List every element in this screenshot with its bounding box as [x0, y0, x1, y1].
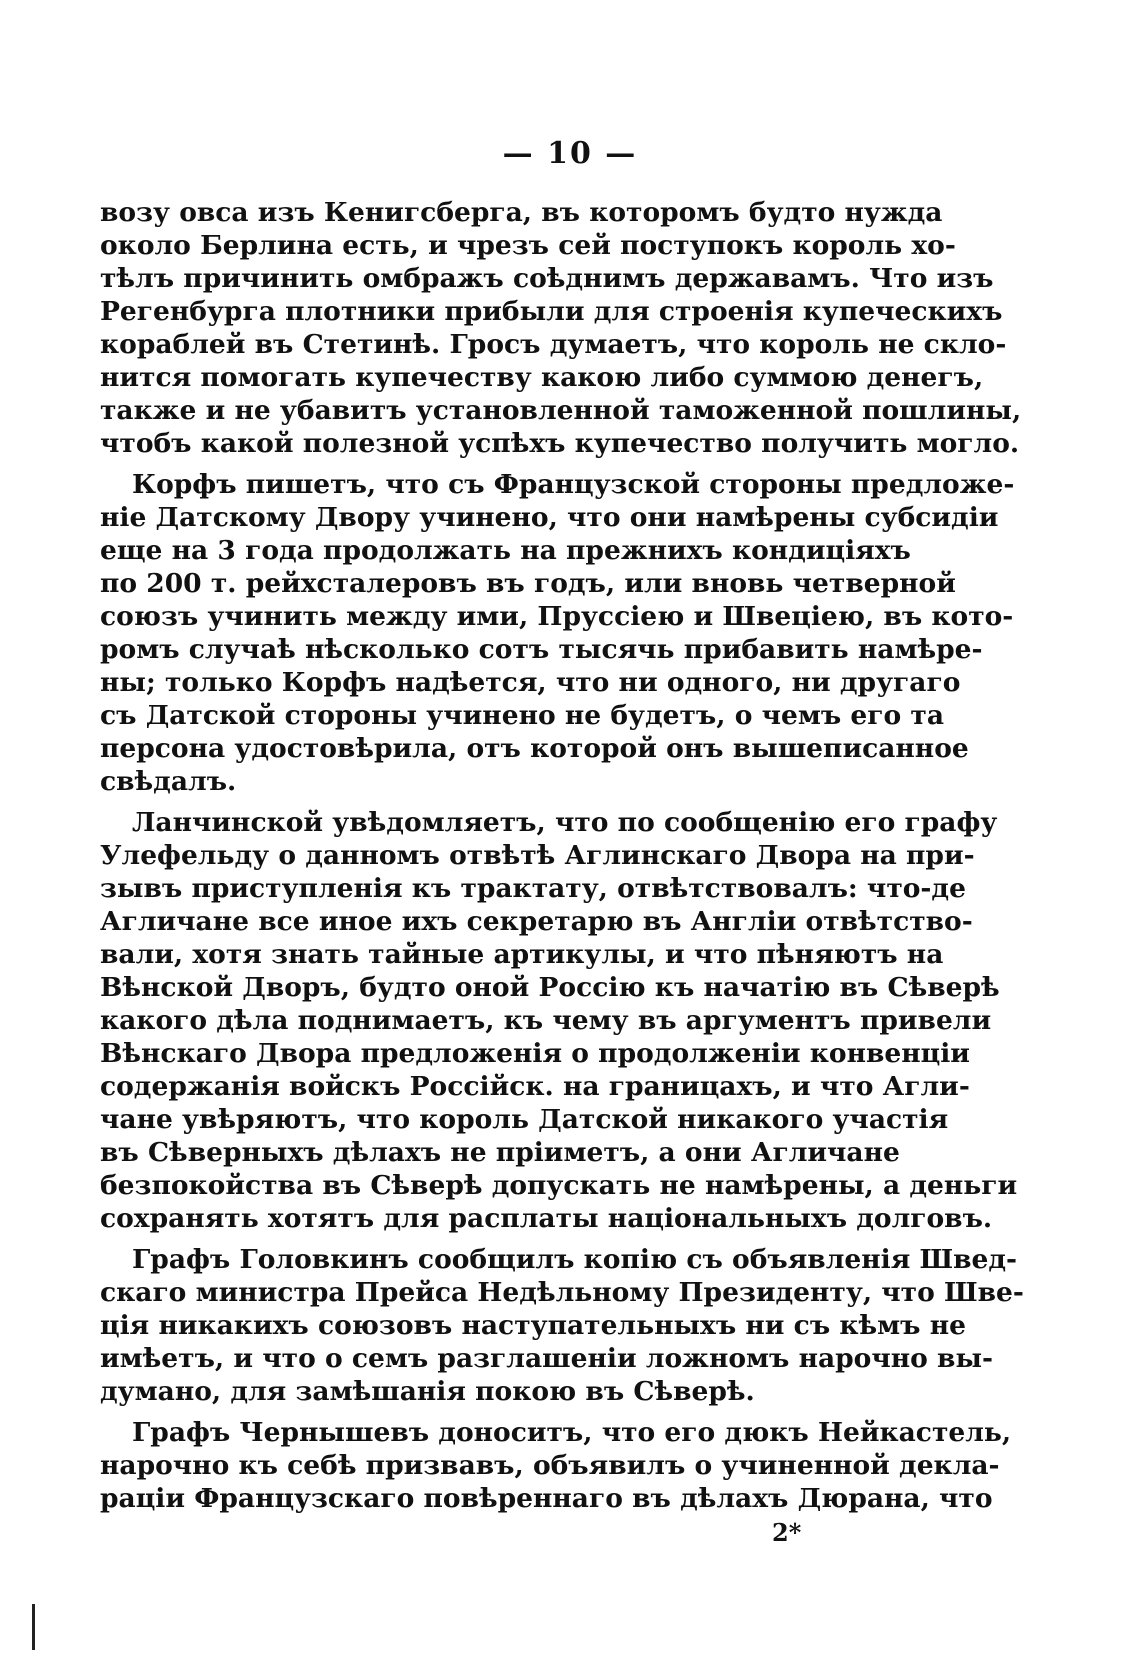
text-line: свѣдалъ.: [100, 766, 237, 797]
document-body: [100, 196, 1024, 1523]
text-line: въ Сѣверныхъ дѣлахъ не пріиметъ, а они Агличане: [100, 1137, 900, 1168]
text-line: Улефельду о данномъ отвѣтѣ Аглинскаго Двора на при-: [100, 840, 975, 871]
text-line: возу овса изъ Кенигсберга, въ которомъ будто нужда: [100, 197, 943, 228]
text-line: Вѣнскаго Двора предложенія о продолженіи конвенціи: [100, 1038, 970, 1069]
text-line: Корфъ пишетъ, что съ Французской стороны предложе-: [132, 469, 1015, 500]
paragraph: [100, 196, 1022, 460]
text-line: сохранять хотятъ для расплаты національныхъ долговъ.: [100, 1203, 993, 1234]
text-line: союзъ учинить между ими, Пруссіею и Швеціею, въ кото-: [100, 601, 1014, 632]
paragraph: [100, 468, 1015, 798]
text-line: имѣетъ, и что о семъ разглашеніи ложномъ нарочно вы-: [100, 1343, 994, 1374]
text-line: ны; только Корфъ надѣется, что ни одного, ни другаго: [100, 667, 961, 698]
text-line: ніе Датскому Двору учинено, что они намѣрены субсидіи: [100, 502, 999, 533]
text-line: скаго министра Прейса Недѣльному Президенту, что Шве-: [100, 1277, 1024, 1308]
text-line: чане увѣряютъ, что король Датской никакого участія: [100, 1104, 949, 1135]
text-line: Регенбурга плотники прибыли для строенія купеческихъ: [100, 296, 1003, 327]
text-line: Агличане все иное ихъ секретарю въ Англіи отвѣтство-: [100, 906, 973, 937]
paragraph: [100, 1416, 1012, 1515]
text-line: также и не убавитъ установленной таможенной пошлины,: [100, 395, 1022, 426]
text-line: персона удостовѣрила, отъ которой онъ вышеписанное: [100, 733, 969, 764]
text-line: какого дѣла поднимаетъ, къ чему въ аргументъ привели: [100, 1005, 992, 1036]
page-number: — 10 —: [502, 136, 638, 171]
text-line: раціи Французскаго повѣреннаго въ дѣлахъ Дюрана, что: [100, 1483, 993, 1514]
text-line: Графъ Головкинъ сообщилъ копію съ объявленія Швед-: [132, 1244, 1018, 1275]
paragraph: [100, 1243, 1024, 1408]
paragraph: [100, 806, 1018, 1235]
text-line: Графъ Чернышевъ доноситъ, что его дюкъ Нейкастель,: [132, 1417, 1012, 1448]
text-line: вали, хотя знать тайные артикулы, и что пѣняютъ на: [100, 939, 944, 970]
text-line: еще на 3 года продолжать на прежнихъ кондиціяхъ: [100, 535, 911, 566]
text-line: безпокойства въ Сѣверѣ допускать не намѣрены, а деньги: [100, 1170, 1018, 1201]
text-line: около Берлина есть, и чрезъ сей поступокъ король хо-: [100, 230, 956, 261]
text-line: Вѣнской Дворъ, будто оной Россію къ начатію въ Сѣверѣ: [100, 972, 1000, 1003]
text-line: Ланчинской увѣдомляетъ, что по сообщенію его графу: [132, 807, 998, 838]
text-line: ція никакихъ союзовъ наступательныхъ ни съ кѣмъ не: [100, 1310, 966, 1341]
text-line: кораблей въ Стетинѣ. Гросъ думаетъ, что король не скло-: [100, 329, 1007, 360]
text-line: по 200 т. рейхсталеровъ въ годъ, или вновь четверной: [100, 568, 956, 599]
text-line: тѣлъ причинить омбражъ соѣднимъ державамъ. Что изъ: [100, 263, 994, 294]
text-line: чтобъ какой полезной успѣхъ купечество получить могло.: [100, 428, 1020, 459]
text-line: съ Датской стороны учинено не будетъ, о чемъ его та: [100, 700, 945, 731]
signature-mark: 2*: [772, 1518, 802, 1547]
text-line: нится помогать купечеству какою либо суммою денегъ,: [100, 362, 984, 393]
scan-edge-mark: [32, 1604, 35, 1650]
text-line: ромъ случаѣ нѣсколько сотъ тысячь прибавить намѣре-: [100, 634, 983, 665]
text-line: содержанія войскъ Россійск. на границахъ, и что Агли-: [100, 1071, 970, 1102]
text-line: думано, для замѣшанія покою въ Сѣверѣ.: [100, 1376, 755, 1407]
text-line: зывъ приступленія къ трактату, отвѣтствовалъ: что-де: [100, 873, 966, 904]
text-line: нарочно къ себѣ призвавъ, объявилъ о учиненной декла-: [100, 1450, 1000, 1481]
